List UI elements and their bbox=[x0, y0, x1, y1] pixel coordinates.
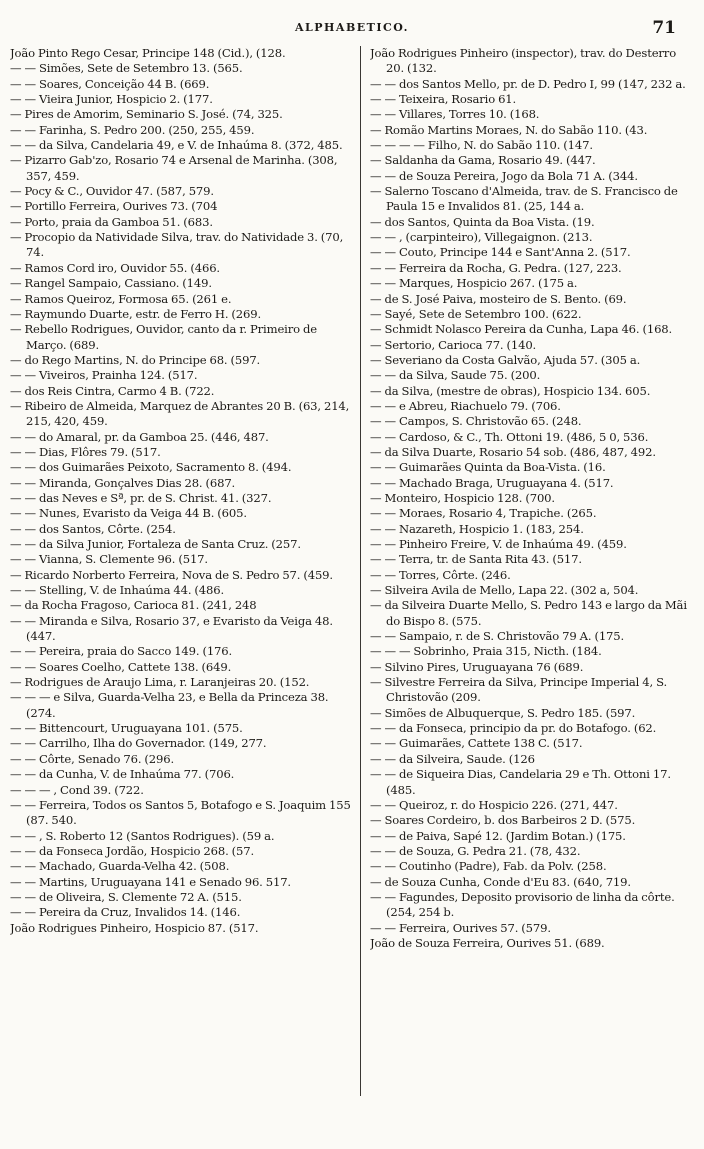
directory-entry: — — dos Santos, Côrte. (254. bbox=[10, 521, 176, 536]
directory-entry: — — da Silva Junior, Fortaleza de Santa Cruz. (257. bbox=[10, 537, 301, 551]
directory-entry: João Rodrigues Pinheiro, Hospicio 87. (517. bbox=[10, 920, 259, 935]
directory-entry: — Salerno Toscano d'Almeida, trav. de S. Francisco de Paula 15 e Invalidos 81. (25, 144 a. bbox=[370, 184, 678, 214]
directory-entry: — — da Silva, Candelaria 49, e V. de Inhaúma 8. (372, 485. bbox=[10, 138, 343, 153]
directory-entry: — Portillo Ferreira, Ourives 73. (704 bbox=[10, 199, 218, 214]
directory-entry: — dos Reis Cintra, Carmo 4 B. (722. bbox=[10, 383, 215, 398]
directory-entry: — — Soares Coelho, Cattete 138. (649. bbox=[10, 659, 232, 674]
directory-entry: — Ramos Queiroz, Formosa 65. (261 e. bbox=[10, 291, 232, 306]
directory-entry: — — Vieira Junior, Hospicio 2. (177. bbox=[10, 92, 213, 107]
directory-entry: — — Guimarães Quinta da Boa-Vista. (16. bbox=[370, 460, 606, 475]
directory-entry: — — Dias, Flôres 79. (517. bbox=[10, 444, 161, 459]
directory-entry: — — Miranda e Silva, Rosario 37, e Evaristo da Veiga 48. (447. bbox=[10, 613, 333, 644]
directory-entry: — — Ferreira, Todos os Santos 5, Botafogo e S. Joaquim 155 (87. 540. bbox=[10, 797, 351, 828]
directory-entry: — — Terra, tr. de Santa Rita 43. (517. bbox=[370, 552, 582, 567]
directory-entry: — de Souza Cunha, Conde d'Eu 83. (640, 719. bbox=[370, 874, 631, 889]
directory-entry: — — Marques, Hospicio 267. (175 a. bbox=[370, 276, 578, 291]
directory-entry: — Ricardo Norberto Ferreira, Nova de S. Pedro 57. (459. bbox=[10, 567, 333, 582]
directory-entry: — — de Siqueira Dias, Candelaria 29 e Th. Ottoni 17. (485. bbox=[370, 767, 671, 797]
directory-entry: — Pires de Amorim, Seminario S. José. (74, 325. bbox=[10, 107, 283, 122]
directory-entry: — — da Cunha, V. de Inhaúma 77. (706. bbox=[10, 767, 235, 782]
directory-entry: — da Silva Duarte, Rosario 54 sob. (486, 487, 492. bbox=[370, 444, 656, 459]
directory-entry: — — do Amaral, pr. da Gamboa 25. (446, 487. bbox=[10, 429, 269, 444]
directory-entry: — — Viveiros, Prainha 124. (517. bbox=[10, 368, 198, 383]
directory-entry: João de Souza Ferreira, Ourives 51. (689. bbox=[370, 935, 605, 950]
directory-entry: — — de Souza, G. Pedra 21. (78, 432. bbox=[370, 843, 581, 858]
directory-entry: — — Sampaio, r. de S. Christovão 79 A. (175. bbox=[370, 629, 625, 644]
directory-entry: — — Simões, Sete de Setembro 13. (565. bbox=[10, 61, 243, 76]
page-number: 71 bbox=[652, 18, 676, 38]
directory-entry: — — Torres, Côrte. (246. bbox=[370, 567, 511, 582]
directory-entry: — — — Sobrinho, Praia 315, Nicth. (184. bbox=[370, 644, 602, 659]
directory-entry: — — Soares, Conceição 44 B. (669. bbox=[10, 76, 210, 91]
directory-entry: — — Machado, Guarda-Velha 42. (508. bbox=[10, 859, 230, 874]
directory-entry: — Saldanha da Gama, Rosario 49. (447. bbox=[370, 153, 596, 168]
left-column bbox=[10, 46, 355, 1104]
directory-entry: — Silvestre Ferreira da Silva, Principe Imperial 4, S. Christovão (209. bbox=[370, 675, 667, 705]
directory-entry: — — Coutinho (Padre), Fab. da Polv. (258. bbox=[370, 859, 607, 874]
directory-entry: — — — , Cond 39. (722. bbox=[10, 782, 144, 797]
directory-entry: João Pinto Rego Cesar, Principe 148 (Cid.), (128. bbox=[10, 46, 286, 60]
directory-entry: — Sertorio, Carioca 77. (140. bbox=[370, 337, 537, 352]
directory-entry: — — Villares, Torres 10. (168. bbox=[370, 107, 540, 122]
directory-entry: — — Côrte, Senado 76. (296. bbox=[10, 751, 175, 766]
directory-entry: — — da Silveira, Saude. (126 bbox=[370, 751, 535, 766]
directory-entry: João Rodrigues Pinheiro (inspector), trav. do Desterro 20. (132. bbox=[370, 46, 677, 76]
directory-entry: — Simões de Albuquerque, S. Pedro 185. (597. bbox=[370, 705, 636, 720]
directory-entry: — Silveira Avila de Mello, Lapa 22. (302 a, 504. bbox=[370, 583, 639, 598]
directory-entry: — — Bittencourt, Uruguayana 101. (575. bbox=[10, 721, 243, 736]
directory-entry: — — Machado Braga, Uruguayana 4. (517. bbox=[370, 475, 614, 490]
column-divider bbox=[360, 46, 361, 1096]
directory-entry: — — Farinha, S. Pedro 200. (250, 255, 459. bbox=[10, 122, 255, 137]
directory-entry: — Schmidt Nolasco Pereira da Cunha, Lapa 46. (168. bbox=[370, 322, 673, 337]
directory-entry: — Ribeiro de Almeida, Marquez de Abrantes 20 B. (63, 214, 215, 420, 459. bbox=[10, 398, 350, 429]
directory-entry: — — da Fonseca, principio da pr. do Botafogo. (62. bbox=[370, 721, 657, 736]
directory-entry: — — de Oliveira, S. Clemente 72 A. (515. bbox=[10, 889, 242, 904]
directory-entry: — Pizarro Gab'zo, Rosario 74 e Arsenal de Marinha. (308, 357, 459. bbox=[10, 153, 338, 183]
directory-entry: — Soares Cordeiro, b. dos Barbeiros 2 D. (575. bbox=[370, 813, 636, 828]
directory-entry: — Ramos Cord iro, Ouvidor 55. (466. bbox=[10, 260, 220, 275]
directory-entry: — da Rocha Fragoso, Carioca 81. (241, 248 bbox=[10, 598, 257, 613]
directory-entry: — Sayé, Sete de Setembro 100. (622. bbox=[370, 306, 582, 321]
running-title: ALPHABETICO. bbox=[294, 21, 409, 34]
directory-entry: — Monteiro, Hospicio 128. (700. bbox=[370, 490, 555, 505]
directory-entry: — — Nunes, Evaristo da Veiga 44 B. (605. bbox=[10, 506, 247, 521]
directory-entry: — — Campos, S. Christovão 65. (248. bbox=[370, 414, 582, 429]
directory-entry: — — de Souza Pereira, Jogo da Bola 71 A. (344. bbox=[370, 168, 638, 183]
directory-entry: — Silvino Pires, Uruguayana 76 (689. bbox=[370, 659, 584, 674]
directory-entry: — Rangel Sampaio, Cassiano. (149. bbox=[10, 276, 212, 291]
directory-entry: — — de Paiva, Sapé 12. (Jardim Botan.) (175. bbox=[370, 828, 626, 843]
directory-entry: — Porto, praia da Gamboa 51. (683. bbox=[10, 214, 213, 229]
directory-entry: — — Queiroz, r. do Hospicio 226. (271, 447. bbox=[370, 797, 618, 812]
directory-entry: — — e Abreu, Riachuelo 79. (706. bbox=[370, 398, 561, 413]
directory-entry: — Romão Martins Moraes, N. do Sabão 110. (43. bbox=[370, 122, 648, 137]
directory-entry: — — das Neves e Sª, pr. de S. Christ. 41. (327. bbox=[10, 490, 272, 505]
directory-entry: — — , (carpinteiro), Villegaignon. (213. bbox=[370, 230, 593, 245]
directory-entry: — — , S. Roberto 12 (Santos Rodrigues). (59 a. bbox=[10, 828, 275, 843]
directory-entry: — Rebello Rodrigues, Ouvidor, canto da r. Primeiro de Março. (689. bbox=[10, 322, 317, 352]
directory-entry: — — Pereira, praia do Sacco 149. (176. bbox=[10, 644, 233, 659]
directory-entry: — Procopio da Natividade Silva, trav. do Natividade 3. (70, 74. bbox=[10, 230, 344, 260]
right-column bbox=[370, 46, 688, 1104]
directory-entry: — — Ferreira, Ourives 57. (579. bbox=[370, 920, 551, 935]
directory-entry: — — dos Guimarães Peixoto, Sacramento 8. (494. bbox=[10, 460, 292, 475]
directory-entry: — de S. José Paiva, mosteiro de S. Bento. (69. bbox=[370, 291, 627, 306]
directory-entry: — — Carrilho, Ilha do Governador. (149, 277. bbox=[10, 736, 267, 751]
directory-entry: — Pocy & C., Ouvidor 47. (587, 579. bbox=[10, 184, 214, 199]
directory-entry: — — dos Santos Mello, pr. de D. Pedro I, 99 (147, 232 a. bbox=[370, 76, 686, 91]
directory-entry: — — Moraes, Rosario 4, Trapiche. (265. bbox=[370, 506, 597, 521]
directory-entry: — — Teixeira, Rosario 61. bbox=[370, 92, 517, 107]
directory-entry: — — Couto, Principe 144 e Sant'Anna 2. (517. bbox=[370, 245, 631, 260]
directory-entry: — da Silveira Duarte Mello, S. Pedro 143 e largo da Mãi do Bispo 8. (575. bbox=[370, 598, 687, 628]
directory-entry: — — Pinheiro Freire, V. de Inhaúma 49. (459. bbox=[370, 537, 627, 551]
directory-entry: — — Pereira da Cruz, Invalidos 14. (146. bbox=[10, 905, 241, 920]
directory-entry: — — da Silva, Saude 75. (200. bbox=[370, 368, 541, 383]
directory-entry: — — Fagundes, Deposito provisorio de linha da côrte. (254, 254 b. bbox=[370, 889, 675, 920]
directory-entry: — — Ferreira da Rocha, G. Pedra. (127, 223. bbox=[370, 260, 622, 275]
directory-entry: — — da Fonseca Jordão, Hospicio 268. (57. bbox=[10, 843, 255, 858]
directory-entry: — — Cardoso, & C., Th. Ottoni 19. (486, 5 0, 536. bbox=[370, 429, 649, 444]
running-head bbox=[0, 18, 704, 40]
directory-entry: — — — e Silva, Guarda-Velha 23, e Bella da Princeza 38. (274. bbox=[10, 690, 329, 720]
directory-entry: — Raymundo Duarte, estr. de Ferro H. (269. bbox=[10, 306, 261, 321]
directory-entry: — — Nazareth, Hospicio 1. (183, 254. bbox=[370, 521, 584, 536]
directory-entry: — do Rego Martins, N. do Principe 68. (597. bbox=[10, 352, 261, 367]
directory-entry: — — — — Filho, N. do Sabão 110. (147. bbox=[370, 138, 593, 153]
directory-entry: — dos Santos, Quinta da Boa Vista. (19. bbox=[370, 214, 595, 229]
directory-entry: — da Silva, (mestre de obras), Hospicio 134. 605. bbox=[370, 383, 651, 398]
directory-entry: — — Miranda, Gonçalves Dias 28. (687. bbox=[10, 475, 236, 490]
directory-entry: — — Martins, Uruguayana 141 e Senado 96. 517. bbox=[10, 874, 291, 889]
directory-entry: — — Stelling, V. de Inhaúma 44. (486. bbox=[10, 583, 224, 598]
directory-entry: — — Vianna, S. Clemente 96. (517. bbox=[10, 552, 208, 567]
directory-entry: — Severiano da Costa Galvão, Ajuda 57. (305 a. bbox=[370, 352, 641, 367]
directory-entry: — Rodrigues de Araujo Lima, r. Laranjeiras 20. (152. bbox=[10, 675, 310, 690]
directory-entry: — — Guimarães, Cattete 138 C. (517. bbox=[370, 736, 583, 751]
